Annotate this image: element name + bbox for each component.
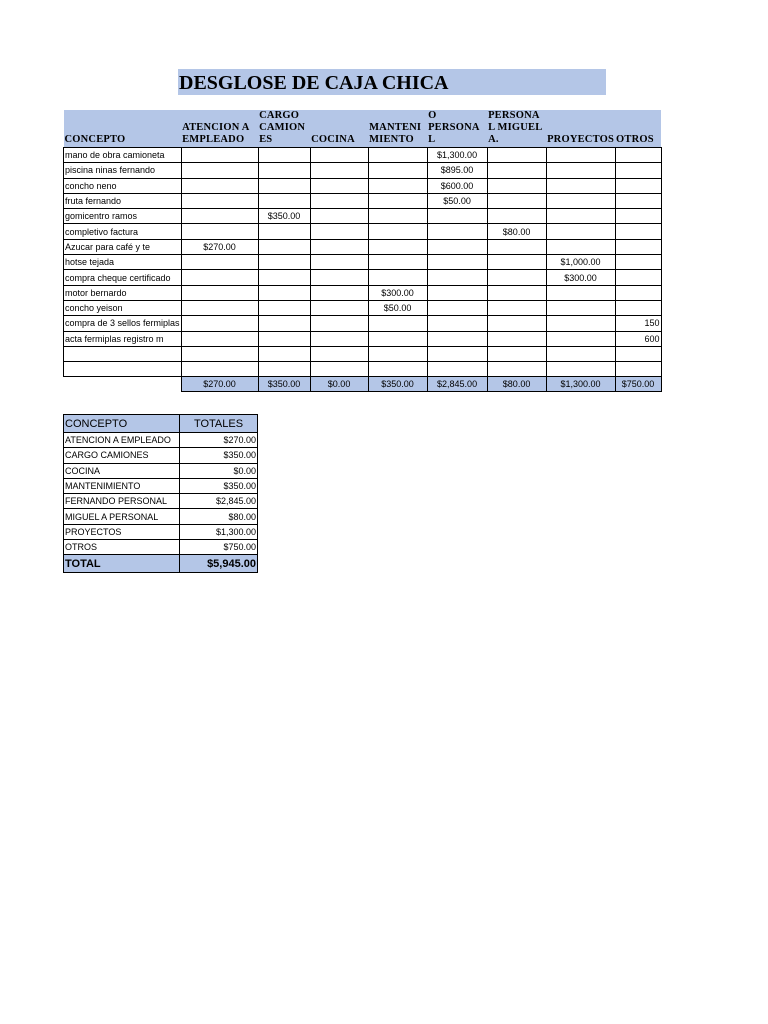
amount-cell[interactable]: [310, 316, 368, 331]
cell-text: motor bernardo: [65, 287, 127, 298]
amount-cell[interactable]: [546, 316, 615, 331]
table-row: [64, 285, 662, 300]
amount-cell[interactable]: [615, 255, 661, 270]
row-concept-cell[interactable]: [64, 209, 182, 224]
amount-cell[interactable]: [181, 178, 258, 193]
amount-cell[interactable]: [487, 239, 546, 254]
amount-cell[interactable]: [546, 285, 615, 300]
amount-cell[interactable]: [310, 300, 368, 315]
summary-label[interactable]: ATENCION A EMPLEADO: [64, 433, 180, 448]
summary-header-concepto[interactable]: CONCEPTO: [64, 415, 180, 433]
amount-cell[interactable]: [615, 362, 661, 377]
cell-text: $895.00: [440, 165, 474, 176]
amount-cell[interactable]: [310, 193, 368, 208]
column-header-line: A.: [488, 134, 499, 145]
cell-text: mano de obra camioneta: [65, 150, 165, 161]
amount-cell[interactable]: [181, 285, 258, 300]
column-header-line: EMPLEADO: [182, 134, 245, 145]
amount-cell[interactable]: [181, 148, 258, 163]
amount-cell[interactable]: [368, 163, 427, 178]
amount-cell[interactable]: [546, 178, 615, 193]
column-header-line: O: [428, 110, 437, 121]
cell-text: $80.00: [502, 226, 531, 237]
cell-text: $270.00: [203, 241, 236, 252]
sheet-title: DESGLOSE DE CAJA CHICA: [178, 69, 606, 95]
amount-cell[interactable]: [181, 362, 258, 377]
amount-cell[interactable]: [427, 285, 487, 300]
summary-value[interactable]: $2,845.00: [180, 494, 258, 509]
amount-cell[interactable]: [368, 331, 427, 346]
row-concept-cell[interactable]: [64, 163, 182, 178]
column-header-line: [65, 122, 181, 134]
amount-cell[interactable]: [487, 285, 546, 300]
cell-text: 150: [644, 318, 660, 329]
amount-cell[interactable]: [368, 300, 427, 315]
total-cell[interactable]: $350.00: [368, 377, 427, 392]
row-concept-cell[interactable]: [64, 300, 182, 315]
amount-cell[interactable]: [487, 178, 546, 193]
amount-cell[interactable]: [615, 316, 661, 331]
amount-cell[interactable]: [258, 331, 310, 346]
cell-text: $600.00: [440, 180, 474, 191]
cell-text: concho yeison: [65, 303, 123, 314]
table-row: [64, 178, 662, 193]
amount-cell[interactable]: [258, 255, 310, 270]
cell-text: $50.00: [383, 303, 412, 314]
summary-row: [64, 494, 258, 509]
summary-table: [63, 414, 258, 573]
grand-total-label[interactable]: TOTAL: [64, 555, 180, 573]
amount-cell[interactable]: [615, 148, 661, 163]
grand-total-value[interactable]: $5,945.00: [180, 555, 258, 573]
amount-cell[interactable]: [368, 193, 427, 208]
table-row: [64, 163, 662, 178]
cell-text: fruta fernando: [65, 196, 122, 207]
column-header-line: [616, 110, 660, 122]
summary-value[interactable]: $350.00: [180, 478, 258, 493]
amount-cell[interactable]: [487, 346, 546, 361]
amount-cell[interactable]: [181, 255, 258, 270]
cell-text: $300.00: [564, 272, 597, 283]
amount-cell[interactable]: [368, 224, 427, 239]
amount-cell[interactable]: [258, 239, 310, 254]
amount-cell[interactable]: [615, 270, 661, 285]
amount-cell[interactable]: [546, 209, 615, 224]
amount-cell[interactable]: [310, 224, 368, 239]
amount-cell[interactable]: [368, 346, 427, 361]
column-header[interactable]: [181, 110, 258, 148]
amount-cell[interactable]: [546, 362, 615, 377]
column-header-line: CONCEPTO: [64, 134, 126, 145]
amount-cell[interactable]: [310, 331, 368, 346]
amount-cell[interactable]: [615, 209, 661, 224]
row-concept-cell[interactable]: [64, 316, 182, 331]
table-row: [64, 193, 662, 208]
amount-cell[interactable]: [181, 224, 258, 239]
amount-cell[interactable]: [615, 193, 661, 208]
amount-cell[interactable]: [427, 316, 487, 331]
amount-cell[interactable]: [258, 300, 310, 315]
summary-header-totales[interactable]: TOTALES: [180, 415, 258, 433]
total-cell[interactable]: $2,845.00: [427, 377, 487, 392]
row-concept-cell[interactable]: [64, 148, 182, 163]
column-header-line: PERSONA: [428, 122, 480, 133]
table-row: [64, 362, 662, 377]
amount-cell[interactable]: [368, 148, 427, 163]
summary-value[interactable]: $80.00: [180, 509, 258, 524]
cell-text: Azucar para café y te: [65, 241, 151, 252]
amount-cell[interactable]: [615, 300, 661, 315]
amount-cell[interactable]: [181, 270, 258, 285]
amount-cell[interactable]: [487, 148, 546, 163]
cell-text: $50.00: [443, 196, 471, 207]
column-header-line: CARGO: [259, 110, 300, 121]
cell-text: compra de 3 sellos fermiplas: [65, 318, 180, 329]
amount-cell[interactable]: [546, 346, 615, 361]
amount-cell[interactable]: [546, 224, 615, 239]
amount-cell[interactable]: [258, 224, 310, 239]
amount-cell[interactable]: [427, 148, 487, 163]
amount-cell[interactable]: [368, 316, 427, 331]
summary-row: [64, 509, 258, 524]
amount-cell[interactable]: [258, 346, 310, 361]
amount-cell[interactable]: [615, 178, 661, 193]
amount-cell[interactable]: [615, 239, 661, 254]
amount-cell[interactable]: [546, 270, 615, 285]
total-cell[interactable]: $1,300.00: [546, 377, 615, 392]
amount-cell[interactable]: [310, 178, 368, 193]
amount-cell[interactable]: [368, 209, 427, 224]
amount-cell[interactable]: [546, 193, 615, 208]
amount-cell[interactable]: [368, 285, 427, 300]
table-row: [64, 224, 662, 239]
column-header-line: [65, 110, 181, 122]
totals-blank-cell: [64, 377, 182, 392]
header-row: [64, 110, 662, 148]
amount-cell[interactable]: [487, 331, 546, 346]
amount-cell[interactable]: [487, 224, 546, 239]
table-row: [64, 331, 662, 346]
total-cell[interactable]: $0.00: [310, 377, 368, 392]
amount-cell[interactable]: [615, 285, 661, 300]
column-header-line: ATENCION A: [182, 122, 250, 133]
amount-cell[interactable]: [427, 270, 487, 285]
row-concept-cell[interactable]: [64, 270, 182, 285]
amount-cell[interactable]: [310, 239, 368, 254]
amount-cell[interactable]: [546, 148, 615, 163]
summary-label[interactable]: COCINA: [64, 463, 180, 478]
amount-cell[interactable]: [427, 239, 487, 254]
amount-cell[interactable]: [181, 316, 258, 331]
column-header-line: ES: [259, 134, 273, 145]
column-header-line: PERSONA: [488, 110, 540, 121]
row-concept-cell[interactable]: [64, 224, 182, 239]
summary-label[interactable]: MIGUEL A PERSONAL: [64, 509, 180, 524]
amount-cell[interactable]: [427, 362, 487, 377]
amount-cell[interactable]: [258, 193, 310, 208]
total-cell[interactable]: $80.00: [487, 377, 546, 392]
cell-text: $300.00: [381, 287, 414, 298]
amount-cell[interactable]: [546, 239, 615, 254]
amount-cell[interactable]: [368, 178, 427, 193]
amount-cell[interactable]: [181, 209, 258, 224]
amount-cell[interactable]: [546, 331, 615, 346]
summary-value[interactable]: $750.00: [180, 540, 258, 555]
column-header[interactable]: [427, 110, 487, 148]
expense-breakdown-table: [63, 110, 662, 392]
amount-cell[interactable]: [368, 255, 427, 270]
column-header-line: CAMION: [259, 122, 306, 133]
summary-row: [64, 448, 258, 463]
row-concept-cell[interactable]: [64, 285, 182, 300]
summary-label[interactable]: MANTENIMIENTO: [64, 478, 180, 493]
total-cell[interactable]: $270.00: [181, 377, 258, 392]
amount-cell[interactable]: [258, 209, 310, 224]
amount-cell[interactable]: [427, 178, 487, 193]
column-header-line: MANTENI: [369, 122, 422, 133]
summary-value[interactable]: $1,300.00: [180, 524, 258, 539]
column-header[interactable]: [487, 110, 546, 148]
amount-cell[interactable]: [546, 300, 615, 315]
row-concept-cell[interactable]: [64, 178, 182, 193]
amount-cell[interactable]: [181, 193, 258, 208]
amount-cell[interactable]: [310, 255, 368, 270]
cell-text: completivo factura: [65, 226, 139, 237]
amount-cell[interactable]: [427, 346, 487, 361]
table-row: [64, 148, 662, 163]
row-concept-cell[interactable]: [64, 346, 182, 361]
amount-cell[interactable]: [258, 316, 310, 331]
summary-value[interactable]: $0.00: [180, 463, 258, 478]
grand-total-row: [64, 555, 258, 573]
column-header-line: OTROS: [616, 134, 654, 145]
amount-cell[interactable]: [258, 163, 310, 178]
amount-cell[interactable]: [487, 209, 546, 224]
table-row: [64, 255, 662, 270]
row-concept-cell[interactable]: [64, 239, 182, 254]
amount-cell[interactable]: [310, 285, 368, 300]
cell-text: concho neno: [65, 180, 117, 191]
summary-label[interactable]: FERNANDO PERSONAL: [64, 494, 180, 509]
row-concept-cell[interactable]: [64, 331, 182, 346]
amount-cell[interactable]: [181, 163, 258, 178]
total-cell[interactable]: $750.00: [615, 377, 661, 392]
summary-header-row: [64, 415, 258, 433]
column-header-line: [547, 122, 614, 134]
cell-text: acta fermiplas registro m: [65, 333, 164, 344]
amount-cell[interactable]: [427, 300, 487, 315]
amount-cell[interactable]: [615, 331, 661, 346]
amount-cell[interactable]: [258, 178, 310, 193]
amount-cell[interactable]: [310, 209, 368, 224]
amount-cell[interactable]: [487, 193, 546, 208]
amount-cell[interactable]: [487, 255, 546, 270]
amount-cell[interactable]: [181, 331, 258, 346]
amount-cell[interactable]: [487, 362, 546, 377]
amount-cell[interactable]: [258, 148, 310, 163]
amount-cell[interactable]: [310, 148, 368, 163]
summary-row: [64, 433, 258, 448]
cell-text: gomicentro ramos: [65, 211, 138, 222]
amount-cell[interactable]: [258, 270, 310, 285]
column-header-line: [311, 110, 367, 122]
row-concept-cell[interactable]: [64, 362, 182, 377]
amount-cell[interactable]: [487, 163, 546, 178]
totals-row: [64, 377, 662, 392]
table-row: [64, 239, 662, 254]
summary-row: [64, 524, 258, 539]
column-header-line: [182, 110, 257, 122]
summary-label[interactable]: OTROS: [64, 540, 180, 555]
table-row: [64, 209, 662, 224]
amount-cell[interactable]: [615, 163, 661, 178]
cell-text: 600: [644, 333, 660, 344]
column-header-line: [547, 110, 614, 122]
summary-value[interactable]: $350.00: [180, 448, 258, 463]
amount-cell[interactable]: [181, 300, 258, 315]
column-header[interactable]: [310, 110, 368, 148]
table-row: [64, 300, 662, 315]
column-header[interactable]: [258, 110, 310, 148]
amount-cell[interactable]: [427, 255, 487, 270]
amount-cell[interactable]: [258, 362, 310, 377]
cell-text: compra cheque certificado: [65, 272, 171, 283]
amount-cell[interactable]: [487, 270, 546, 285]
amount-cell[interactable]: [258, 285, 310, 300]
column-header-line: MIENTO: [369, 134, 414, 145]
column-header-line: COCINA: [311, 134, 355, 145]
amount-cell[interactable]: [546, 255, 615, 270]
table-row: [64, 316, 662, 331]
row-concept-cell[interactable]: [64, 193, 182, 208]
amount-cell[interactable]: [615, 346, 661, 361]
row-concept-cell[interactable]: [64, 255, 182, 270]
amount-cell[interactable]: [310, 270, 368, 285]
cell-text: $1,000.00: [560, 257, 601, 268]
column-header[interactable]: [368, 110, 427, 148]
column-header-line: L MIGUEL: [488, 122, 543, 133]
cell-text: piscina ninas fernando: [65, 165, 156, 176]
amount-cell[interactable]: [368, 239, 427, 254]
amount-cell[interactable]: [487, 316, 546, 331]
amount-cell[interactable]: [310, 346, 368, 361]
column-header-line: [311, 122, 367, 134]
summary-row: [64, 463, 258, 478]
summary-label[interactable]: CARGO CAMIONES: [64, 448, 180, 463]
amount-cell[interactable]: [310, 362, 368, 377]
amount-cell[interactable]: [368, 362, 427, 377]
summary-row: [64, 540, 258, 555]
column-header-line: PROYECTOS: [547, 134, 615, 145]
amount-cell[interactable]: [546, 163, 615, 178]
summary-row: [64, 478, 258, 493]
amount-cell[interactable]: [427, 163, 487, 178]
column-header[interactable]: [615, 110, 661, 148]
summary-value[interactable]: $270.00: [180, 433, 258, 448]
column-header[interactable]: [546, 110, 615, 148]
cell-text: $350.00: [267, 211, 301, 222]
total-cell[interactable]: $350.00: [258, 377, 310, 392]
column-header-line: [369, 110, 426, 122]
amount-cell[interactable]: [427, 193, 487, 208]
column-header[interactable]: [64, 110, 182, 148]
amount-cell[interactable]: [427, 209, 487, 224]
amount-cell[interactable]: [427, 224, 487, 239]
column-header-line: L: [428, 134, 436, 145]
table-row: [64, 270, 662, 285]
amount-cell[interactable]: [181, 346, 258, 361]
table-row: [64, 346, 662, 361]
cell-text: $1,300.00: [437, 150, 478, 161]
amount-cell[interactable]: [181, 239, 258, 254]
amount-cell[interactable]: [487, 300, 546, 315]
amount-cell[interactable]: [615, 224, 661, 239]
amount-cell[interactable]: [368, 270, 427, 285]
amount-cell[interactable]: [427, 331, 487, 346]
cell-text: hotse tejada: [65, 257, 115, 268]
column-header-line: [616, 122, 660, 134]
summary-label[interactable]: PROYECTOS: [64, 524, 180, 539]
amount-cell[interactable]: [310, 163, 368, 178]
